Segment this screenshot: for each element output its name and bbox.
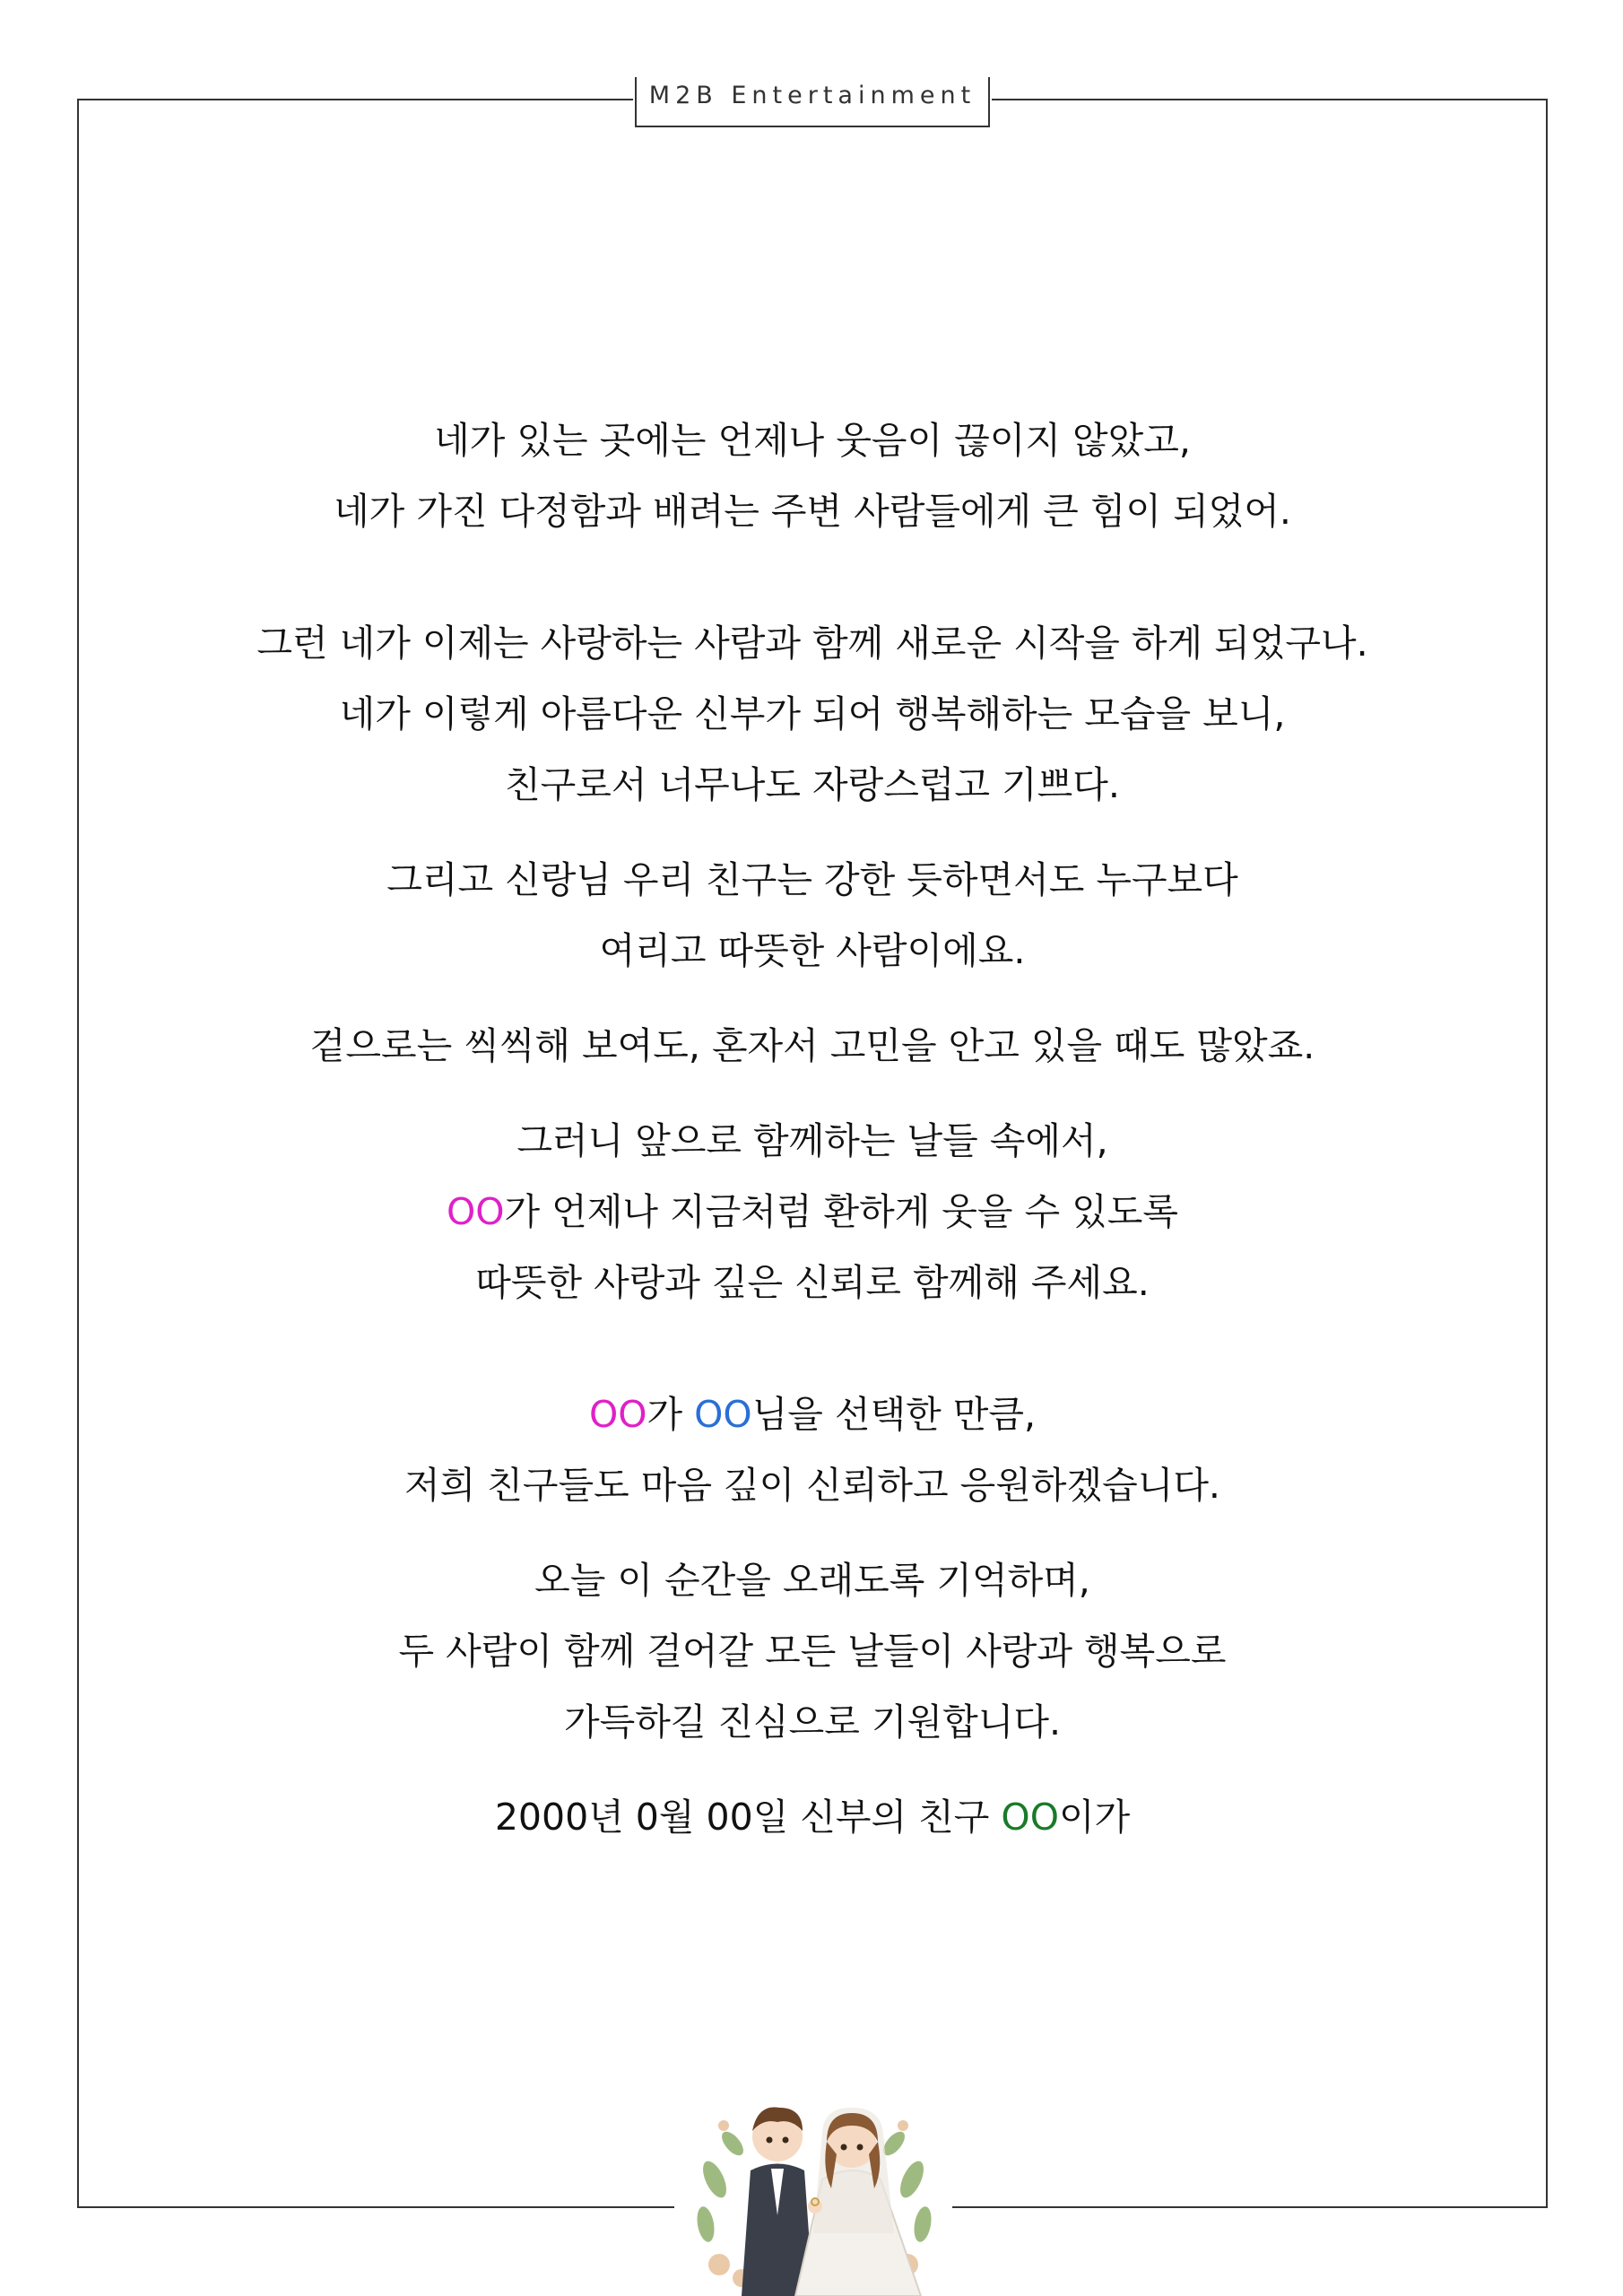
letter-line: 두 사람이 함께 걸어갈 모든 날들이 사랑과 행복으로 xyxy=(398,1630,1227,1673)
paragraph-3 xyxy=(77,845,1548,987)
letter-line: 친구로서 너무나도 자랑스럽고 기쁘다. xyxy=(505,763,1120,806)
letter-line: 네가 이렇게 아름다운 신부가 되어 행복해하는 모습을 보니, xyxy=(339,692,1286,735)
letter-text: 님을 선택한 만큼, xyxy=(751,1393,1037,1436)
letter-line: 그런 네가 이제는 사랑하는 사람과 함께 새로운 시작을 하게 되었구나. xyxy=(256,622,1368,665)
letter-line xyxy=(77,1177,1548,1248)
letter-line: 오늘 이 순간을 오래도록 기억하며, xyxy=(534,1559,1090,1602)
letter-line: 여리고 따뜻한 사람이에요. xyxy=(599,929,1026,972)
letter-line: 네가 가진 다정함과 배려는 주변 사람들에게 큰 힘이 되었어. xyxy=(334,490,1291,533)
letter-line: 네가 있는 곳에는 언제나 웃음이 끊이지 않았고, xyxy=(434,419,1191,462)
letter-line: 저희 친구들도 마음 깊이 신뢰하고 응원하겠습니다. xyxy=(404,1464,1220,1507)
letter-text: 가 xyxy=(647,1393,695,1436)
letter-text: 가 언제나 지금처럼 환하게 웃을 수 있도록 xyxy=(504,1190,1179,1233)
letter-line: 따뜻한 사랑과 깊은 신뢰로 함께해 주세요. xyxy=(475,1261,1150,1304)
letter-line xyxy=(77,1379,1548,1450)
groom-name-placeholder: OO xyxy=(694,1393,752,1436)
signature-date: 2000년 0월 00일 신부의 친구 xyxy=(494,1796,1002,1839)
bride-name-placeholder: OO xyxy=(588,1393,647,1436)
signature-line xyxy=(77,1782,1548,1853)
paragraph-4 xyxy=(77,1011,1548,1082)
friend-name-placeholder: OO xyxy=(1001,1796,1059,1839)
letter-line: 그러니 앞으로 함께하는 날들 속에서, xyxy=(516,1119,1108,1162)
signature xyxy=(77,1782,1548,1853)
letter-line: 그리고 신랑님 우리 친구는 강한 듯하면서도 누구보다 xyxy=(386,858,1238,901)
signature-suffix: 이가 xyxy=(1058,1796,1131,1839)
paragraph-7 xyxy=(77,1545,1548,1758)
letter-line: 겉으로는 씩씩해 보여도, 혼자서 고민을 안고 있을 때도 많았죠. xyxy=(309,1024,1315,1067)
paragraph-1 xyxy=(77,405,1548,547)
paragraph-5 xyxy=(77,1106,1548,1318)
brand-title: M2B Entertainment xyxy=(648,81,976,109)
letter-line: 가득하길 진심으로 기원합니다. xyxy=(564,1700,1061,1744)
bride-groom-illustration-icon xyxy=(679,2072,948,2296)
paragraph-6 xyxy=(77,1379,1548,1521)
letter-body xyxy=(77,405,1548,1853)
paragraph-2 xyxy=(77,608,1548,821)
bride-name-placeholder: OO xyxy=(446,1190,505,1233)
